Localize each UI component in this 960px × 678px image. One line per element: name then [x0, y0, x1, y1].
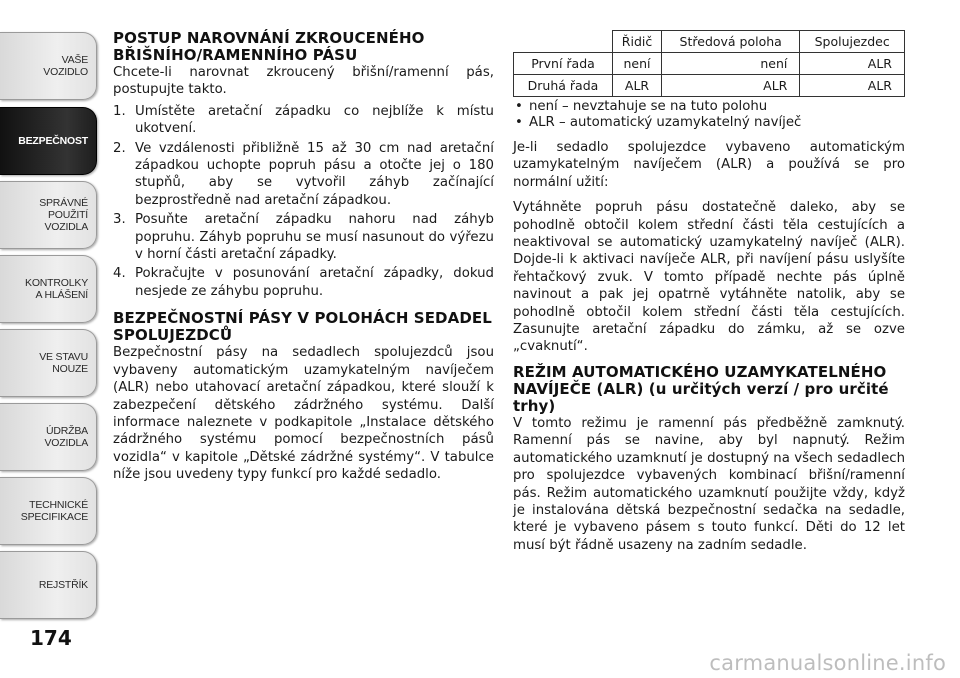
tab-label: TECHNICKÉ SPECIFIKACE	[20, 499, 88, 523]
tab-bezpecnost[interactable]	[0, 107, 97, 175]
section-heading-twisted-belt: POSTUP NAROVNÁNÍ ZKROUCENÉHO BŘIŠNÍHO/RAMENNÍHO PÁSU	[113, 29, 425, 64]
step-number: 4.	[113, 266, 126, 282]
tab-kontrolky-a-hlaseni[interactable]	[0, 255, 97, 323]
tab-vase-vozidlo[interactable]	[0, 32, 97, 100]
step-text: Ve vzdálenosti přibližně 15 až 30 cm nad aretační západkou uchopte popruh pásu a otočte jej o 180 stupňů, aby se vytvořil záhyb začínající bezprostředně nad aretační západkou.	[135, 140, 494, 208]
step-number: 3.	[113, 212, 126, 228]
list-item	[113, 140, 494, 210]
list-item: • ALR – automatický uzamykatelný navíječ	[513, 115, 905, 131]
table-cell: ALR	[662, 75, 800, 97]
chapter-sidebar	[0, 0, 100, 678]
intro-paragraph: Chcete-li narovnat zkroucený břišní/ramenní pás, postupujte takto.	[113, 65, 494, 98]
table-corner	[514, 31, 613, 53]
list-item	[113, 265, 494, 300]
alr-table	[513, 30, 905, 97]
step-text: Umístěte aretační západku co nejblíže k místu ukotvení.	[135, 103, 494, 137]
step-text: Pokračujte v posunování aretační západky, dokud nesjede ze záhybu popruhu.	[135, 266, 494, 299]
left-column	[113, 30, 494, 484]
alr-normal-use-paragraph: Je-li sedadlo spolujezdce vybaveno automatickým uzamykatelným navíječem (ALR) a používá se pro normální užití:	[513, 140, 905, 190]
table-row	[514, 75, 905, 97]
alr-pull-paragraph: Vytáhněte popruh pásu dostatečně daleko, aby se pohodlně obtočil kolem střední části těla cestujících a neaktivoval se automatický uzamykatelný navíječ (ALR). Dojde-li k aktivaci navíječe ALR, při navíjení pásu uslyšíte řehtačkový zvuk. V tomto případě nechte pás úplně navinout a pak jej opatrně vytáhněte natolik, aby se pohodlně obtočil kolem střední části těla cestujících. Zasunujte aretační západku do zámku, až se ozve „cvaknutí“.	[513, 200, 905, 355]
section-heading-alr-mode: REŽIM AUTOMATICKÉHO UZAMYKATELNÉHO NAVÍJEČE (ALR) (u určitých verzí / pro určité trhy)	[513, 362, 889, 415]
tab-label: KONTROLKY A HLÁŠENÍ	[25, 277, 88, 301]
table-row	[514, 53, 905, 75]
tab-spravne-pouziti-vozidla[interactable]	[0, 181, 97, 249]
table-cell: není	[613, 53, 662, 75]
table-legend	[513, 99, 905, 131]
table-cell: ALR	[800, 75, 905, 97]
watermark: carmanualsonline.info	[709, 651, 946, 675]
step-number: 1.	[113, 103, 126, 119]
list-item	[113, 103, 494, 138]
tab-udrzba-vozidla[interactable]	[0, 403, 97, 471]
list-item: • není – nevztahuje se na tuto polohu	[513, 99, 905, 115]
row-header: Druhá řada	[514, 75, 613, 97]
step-text: Posuňte aretační západku nahoru nad záhyb popruhu. Záhyb popruhu se musí nasunout do výřezu v horní části aretační západky.	[135, 212, 494, 263]
alr-mode-paragraph: V tomto režimu je ramenní pás předběžně zamknutý. Ramenní pás se navine, aby byl napnutý. Režim automatického uzamknutí je dostupný na všech sedadlech pro spolujezdce vybavených kombinací břišní/ramenní pás. Režim automatického uzamknutí použijte vždy, když je instalována dětská bezpečnostní sedačka na sedadle, které je vybaveno pásem s touto funkcí. Děti do 12 let musí být řádně usazeny na zadním sedadle.	[513, 415, 905, 553]
list-item	[113, 211, 494, 263]
tab-technicke-specifikace[interactable]	[0, 477, 97, 545]
table-header-row	[514, 31, 905, 53]
tab-label: REJSTŘÍK	[38, 579, 88, 591]
tab-label: ÚDRŽBA VOZIDLA	[44, 425, 88, 449]
tab-ve-stavu-nouze[interactable]	[0, 329, 97, 397]
tab-label: VE STAVU NOUZE	[39, 351, 88, 375]
tab-label: BEZPEČNOST	[18, 135, 88, 147]
table-cell: není	[662, 53, 800, 75]
page-number: 174	[30, 626, 72, 650]
table-cell: ALR	[800, 53, 905, 75]
tab-rejstrik[interactable]	[0, 551, 97, 619]
section-heading-passenger-belts: BEZPEČNOSTNÍ PÁSY V POLOHÁCH SEDADEL SPOLUJEZDCŮ	[113, 309, 492, 345]
column-header-driver: Řidič	[613, 31, 662, 53]
step-number: 2.	[113, 140, 126, 156]
passenger-belts-paragraph: Bezpečnostní pásy na sedadlech spolujezdců jsou vybaveny automatickým uzamykatelným navíječem (ALR) nebo utahovací aretační západkou, které slouží k zabezpečení dětského zádržného systému. Další informace naleznete v podkapitole „Instalace dětského zádržného systému pomocí bezpečnostních pásů vozidla“ v kapitole „Dětské zádržné systémy“. V tabulce níže jsou uvedeny typy funkcí pro každé sedadlo.	[113, 345, 494, 483]
tab-label: SPRÁVNÉ POUŽITÍ VOZIDLA	[39, 197, 88, 233]
column-header-passenger: Spolujezdec	[800, 31, 905, 53]
row-header: První řada	[514, 53, 613, 75]
table-cell: ALR	[613, 75, 662, 97]
tab-label: VAŠE VOZIDLO	[43, 54, 88, 78]
right-column	[513, 30, 905, 554]
steps-list	[113, 103, 494, 300]
column-header-center: Středová poloha	[662, 31, 800, 53]
